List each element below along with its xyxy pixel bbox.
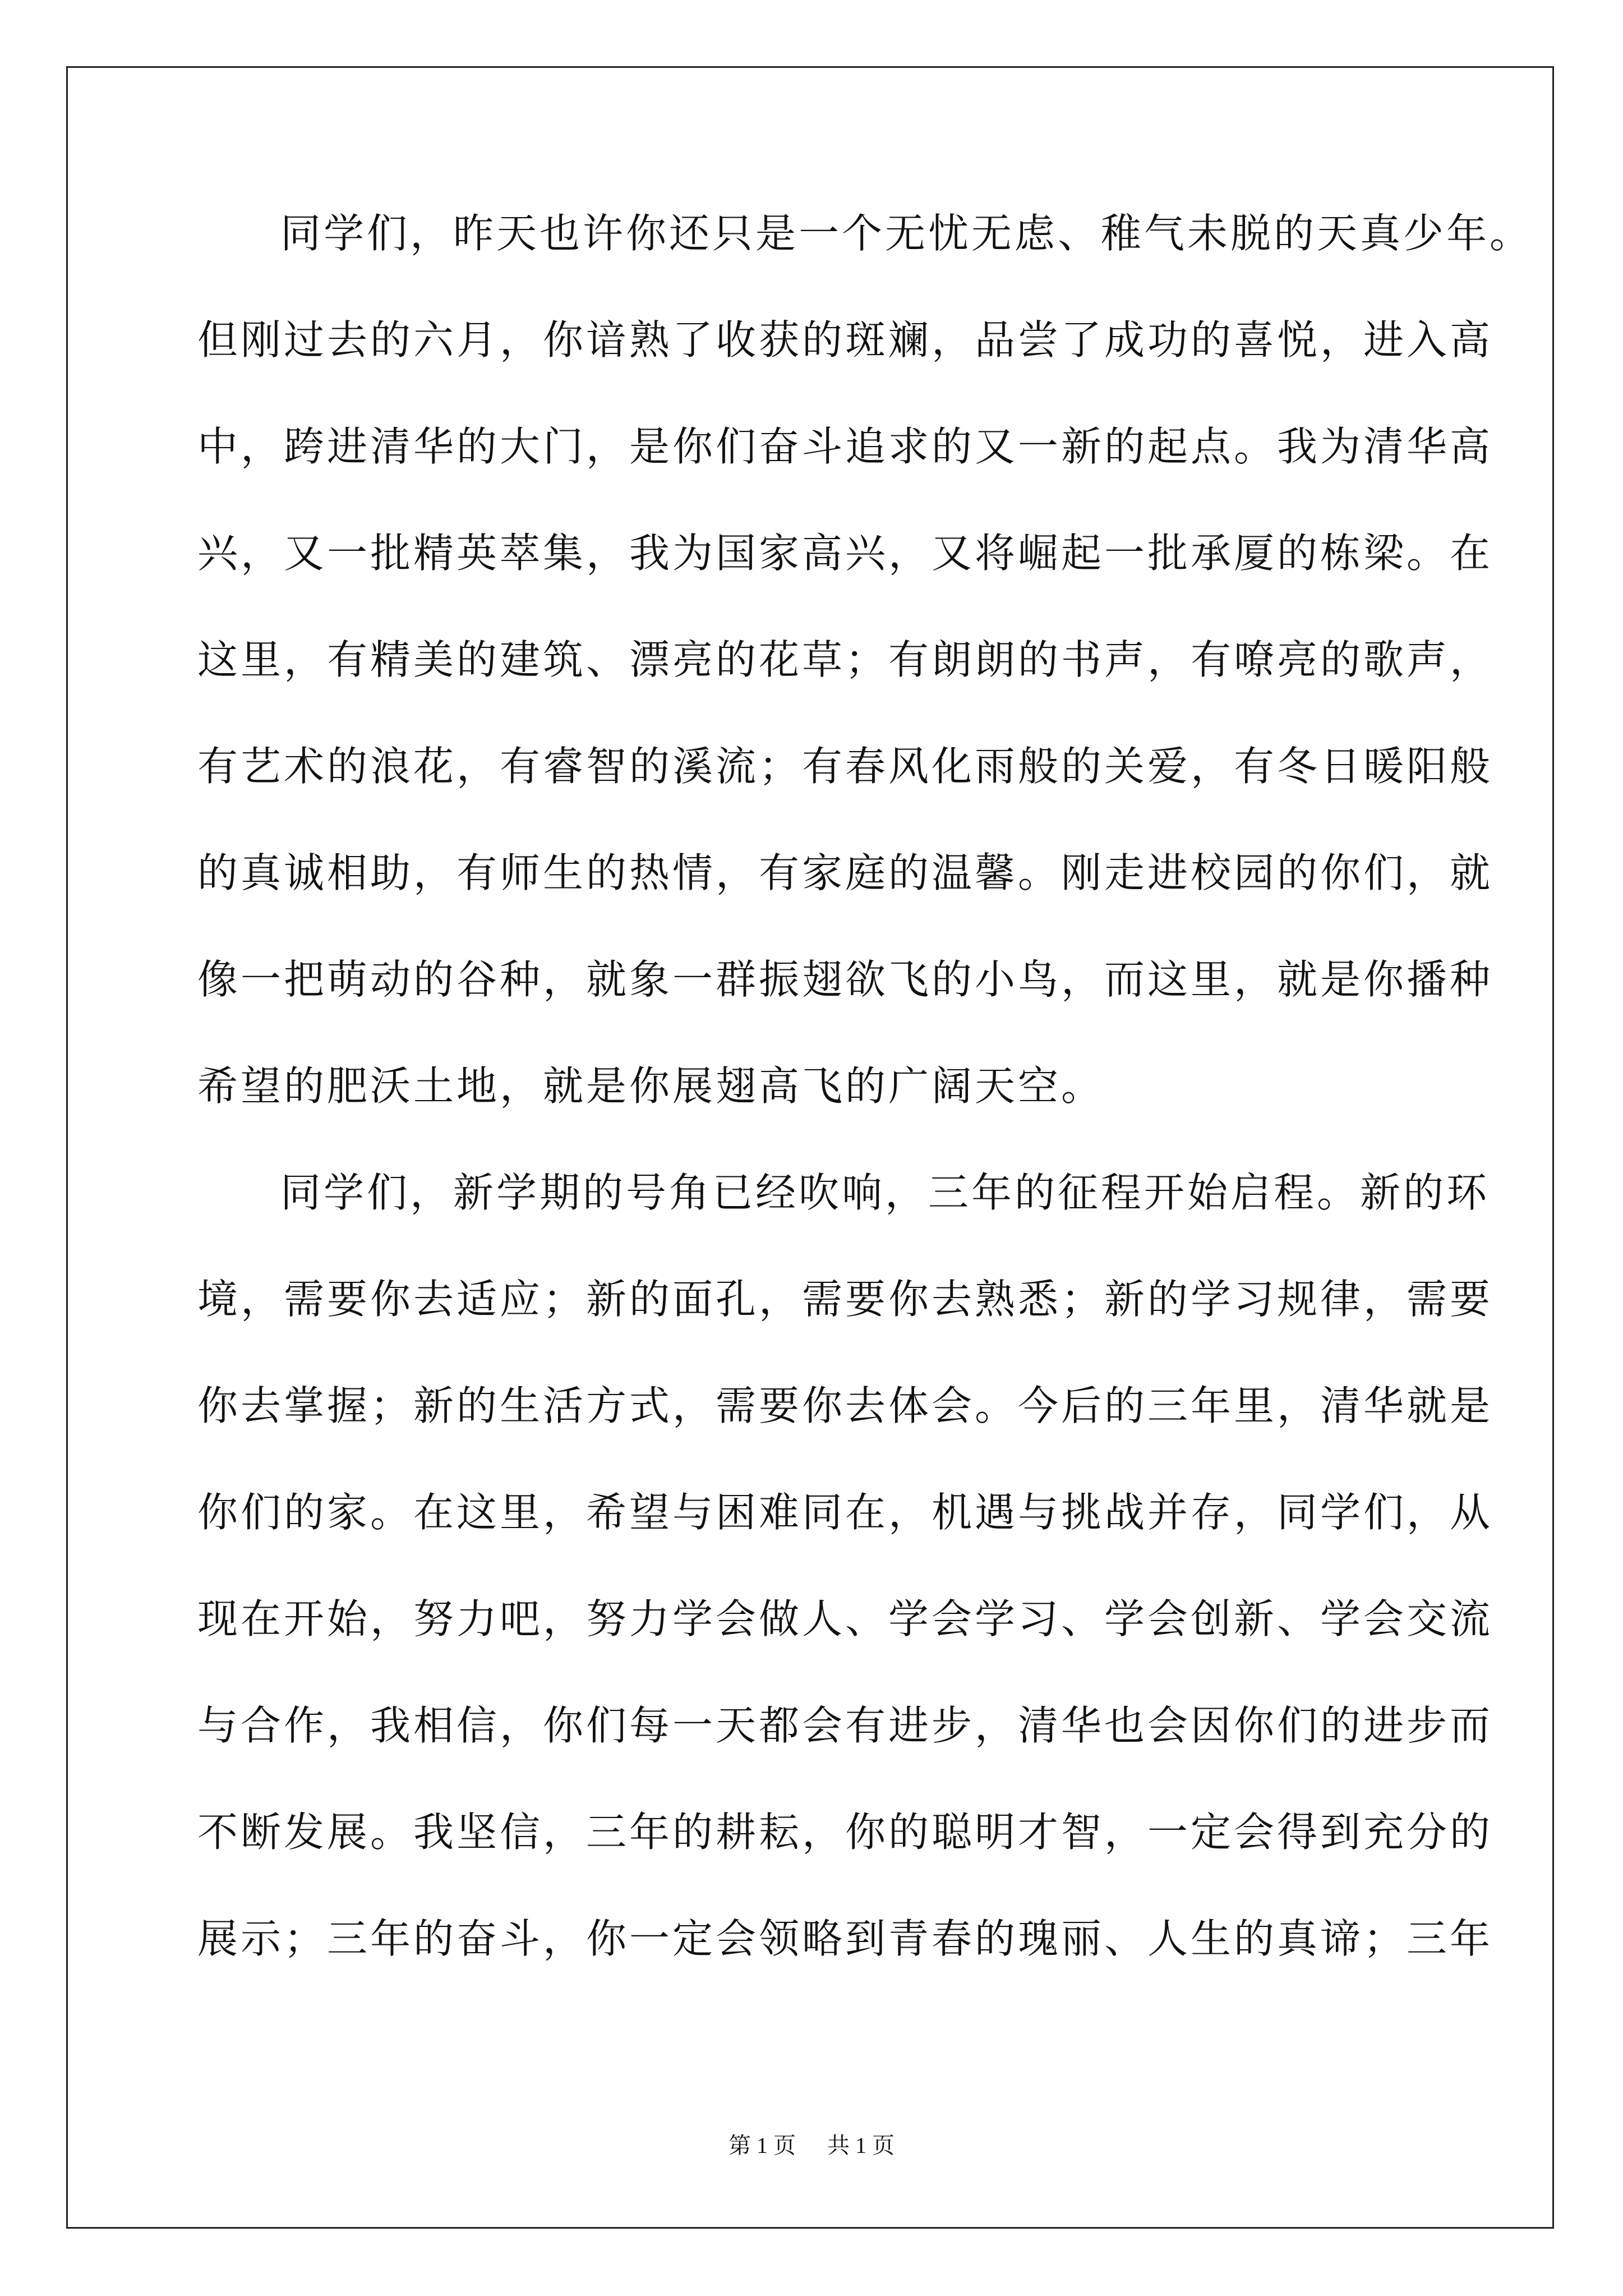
paragraph-2: [197, 1169, 1493, 2025]
text-line: 这里，有精美的建筑、漂亮的花草；有朗朗的书声，有嘹亮的歌声，: [197, 636, 1493, 683]
page-number: 第 1 页: [728, 2133, 796, 2158]
text-line: 境，需要你去适应；新的面孔，需要你去熟悉；新的学习规律，需要: [197, 1276, 1493, 1323]
paragraph-1: [197, 210, 1533, 1172]
text-line: 但刚过去的六月，你谙熟了收获的斑斓，品尝了成功的喜悦，进入高: [197, 316, 1493, 364]
text-line: 像一把萌动的谷种，就象一群振翅欲飞的小鸟，而这里，就是你播种: [197, 956, 1493, 1003]
text-line: 展示；三年的奋斗，你一定会领略到青春的瑰丽、人生的真谛；三年: [197, 1915, 1493, 1962]
document-body: [197, 210, 1533, 2025]
text-line: 你们的家。在这里，希望与困难同在，机遇与挑战并存，同学们，从: [197, 1489, 1493, 1536]
page-footer: [0, 2134, 1623, 2157]
text-line: 同学们，昨天也许你还只是一个无忧无虑、稚气未脱的天真少年。: [280, 210, 1533, 257]
page-total: 共 1 页: [827, 2133, 895, 2158]
text-line: 的真诚相助，有师生的热情，有家庭的温馨。刚走进校园的你们，就: [197, 849, 1493, 896]
text-line: 现在开始，努力吧，努力学会做人、学会学习、学会创新、学会交流: [197, 1595, 1493, 1642]
text-line: 有艺术的浪花，有睿智的溪流；有春风化雨般的关爱，有冬日暖阳般: [197, 743, 1493, 790]
text-line: 中，跨进清华的大门，是你们奋斗追求的又一新的起点。我为清华高: [197, 423, 1493, 470]
text-line: 同学们，新学期的号角已经吹响，三年的征程开始启程。新的环: [280, 1169, 1490, 1216]
text-line: 希望的肥沃土地，就是你展翅高飞的广阔天空。: [197, 1062, 1105, 1110]
text-line: 与合作，我相信，你们每一天都会有进步，清华也会因你们的进步而: [197, 1702, 1493, 1749]
text-line: 你去掌握；新的生活方式，需要你去体会。今后的三年里，清华就是: [197, 1382, 1493, 1429]
text-line: 兴，又一批精英萃集，我为国家高兴，又将崛起一批承厦的栋梁。在: [197, 530, 1493, 577]
text-line: 不断发展。我坚信，三年的耕耘，你的聪明才智，一定会得到充分的: [197, 1809, 1493, 1856]
